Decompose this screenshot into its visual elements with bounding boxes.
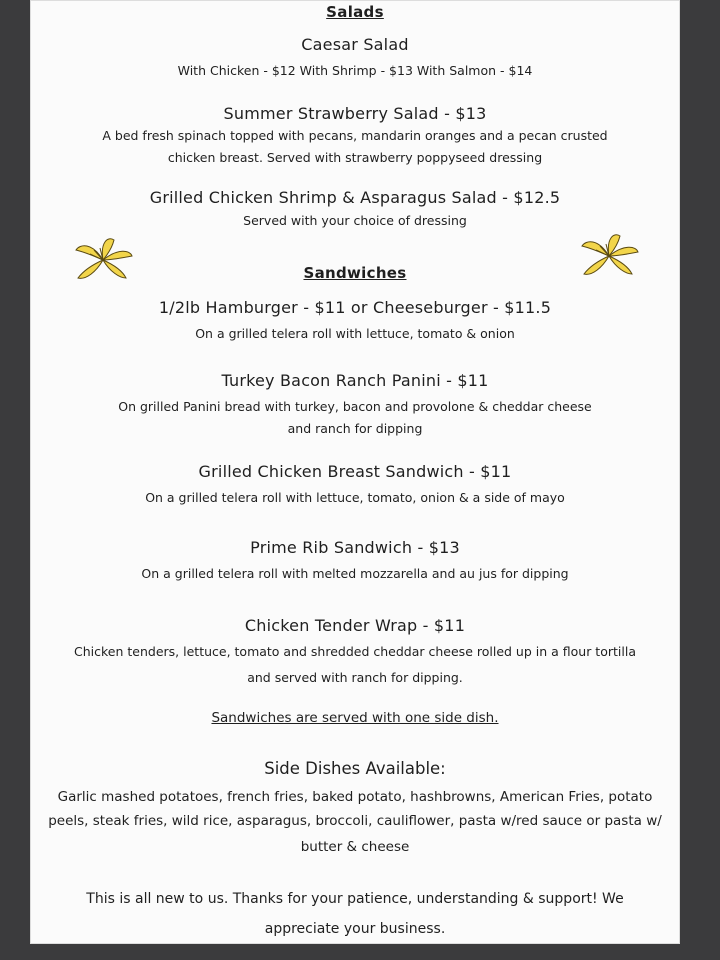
menu-item-title: Caesar Salad: [301, 35, 409, 54]
menu-item-title: Chicken Tender Wrap - $11: [244, 616, 466, 635]
menu-item-desc: and ranch for dipping: [287, 421, 423, 436]
menu-item-title: Prime Rib Sandwich - $13: [250, 538, 460, 557]
side-dishes-line: peels, steak fries, wild rice, asparagus, broccoli, cauliflower, pasta w/red sauce or pasta w/: [48, 813, 662, 829]
menu-page: [30, 0, 680, 944]
menu-item-desc: Served with your choice of dressing: [243, 213, 467, 228]
menu-item-desc: chicken breast. Served with strawberry poppyseed dressing: [167, 150, 543, 165]
closing-message: This is all new to us. Thanks for your patience, understanding & support! We: [86, 891, 624, 907]
side-dishes-line: Garlic mashed potatoes, french fries, baked potato, hashbrowns, American Fries, potato: [57, 789, 653, 805]
menu-item-desc: On a grilled telera roll with lettuce, tomato & onion: [195, 326, 515, 341]
menu-item-desc: On grilled Panini bread with turkey, bacon and provolone & cheddar cheese: [118, 399, 592, 414]
closing-message: appreciate your business.: [264, 921, 446, 937]
menu-item-desc: A bed fresh spinach topped with pecans, mandarin oranges and a pecan crusted: [102, 128, 608, 143]
menu-item-title: Grilled Chicken Breast Sandwich - $11: [198, 462, 512, 481]
menu-item-desc: On a grilled telera roll with lettuce, tomato, onion & a side of mayo: [145, 490, 565, 505]
menu-item-title: Turkey Bacon Ranch Panini - $11: [221, 371, 489, 390]
side-dish-note: Sandwiches are served with one side dish.: [211, 710, 499, 726]
menu-item-title: Summer Strawberry Salad - $13: [223, 104, 487, 123]
side-dishes-line: butter & cheese: [300, 839, 410, 855]
side-dishes-heading: Side Dishes Available:: [264, 759, 446, 778]
menu-item-desc: Chicken tenders, lettuce, tomato and shredded cheddar cheese rolled up in a flour tortilla: [74, 644, 636, 659]
menu-item-title: Grilled Chicken Shrimp & Asparagus Salad - $12.5: [149, 188, 561, 207]
sandwiches-heading: Sandwiches: [303, 264, 407, 282]
salads-heading: Salads: [326, 3, 384, 21]
menu-item-title: 1/2lb Hamburger - $11 or Cheeseburger - $11.5: [158, 298, 552, 317]
menu-item-desc: On a grilled telera roll with melted mozzarella and au jus for dipping: [141, 566, 569, 581]
menu-item-desc: With Chicken - $12 With Shrimp - $13 With Salmon - $14: [177, 63, 533, 78]
menu-item-desc: and served with ranch for dipping.: [247, 670, 463, 685]
